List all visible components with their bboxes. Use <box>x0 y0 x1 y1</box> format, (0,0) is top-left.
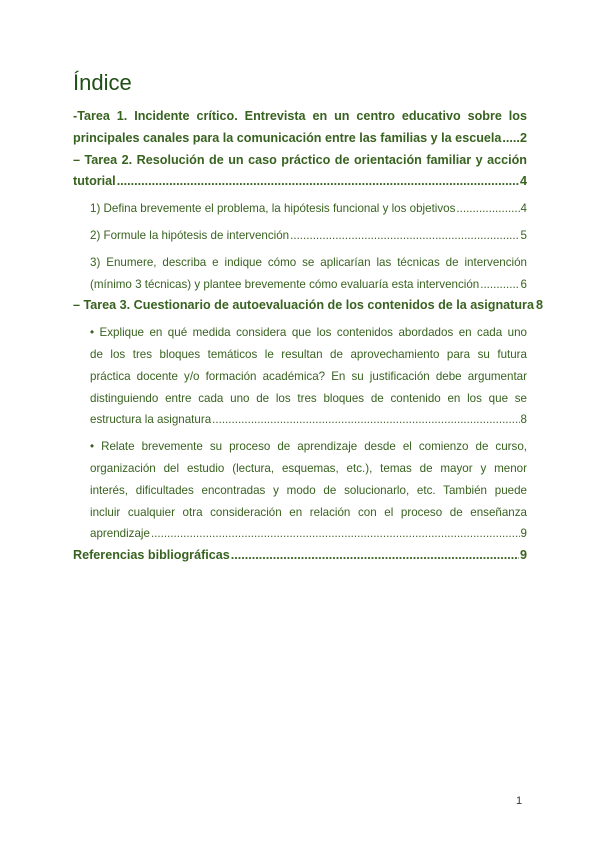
toc-entry-line: de los tres bloques temáticos le resultan de aprovechamiento para su futura <box>90 347 527 361</box>
toc-entry-last-line <box>90 274 527 296</box>
toc-page-number: 4 <box>519 174 527 189</box>
toc-dot-leader <box>151 523 520 545</box>
toc-dot-leader <box>117 171 519 193</box>
toc-page-number: 8 <box>520 413 527 427</box>
toc-entry-last-line <box>90 409 527 431</box>
toc-entry-line: • Relate brevemente su proceso de aprendizaje desde el comienzo de curso, <box>90 440 527 454</box>
toc-dot-leader <box>456 198 519 220</box>
toc-entry[interactable] <box>73 106 527 150</box>
toc-dot-leader <box>502 128 519 150</box>
toc-entry-title: Referencias bibliográficas <box>73 548 230 563</box>
toc-entry-line: interés, dificultades encontradas y modo de solucionarlo, etc. También puede <box>90 483 527 497</box>
toc-page-number: 5 <box>520 228 527 242</box>
toc-entry[interactable] <box>73 436 527 545</box>
page-number: 1 <box>516 795 523 807</box>
toc-entry[interactable] <box>73 295 543 317</box>
toc-entry-title: estructura la asignatura <box>90 413 212 427</box>
page-title: Índice <box>73 70 132 95</box>
toc-entry[interactable] <box>73 252 527 296</box>
toc-page-number: 4 <box>520 202 527 216</box>
toc-entry-line: • Explique en qué medida considera que los contenidos abordados en cada uno <box>90 326 527 340</box>
toc-entry-title: principales canales para la comunicación entre las familias y la escuela <box>73 130 502 145</box>
toc-entry-line: distinguiendo entre cada uno de los tres bloques de contenido en los que se <box>90 391 527 405</box>
toc-entry[interactable] <box>73 198 527 220</box>
toc-dot-leader <box>212 409 519 431</box>
toc-entry-last-line <box>90 523 527 545</box>
toc-entry-last-line <box>73 545 527 567</box>
toc-entry[interactable] <box>73 545 527 567</box>
toc-entry-last-line <box>73 171 527 193</box>
toc-entry-title: (mínimo 3 técnicas) y plantee brevemente cómo evaluaría esta intervención <box>90 277 480 291</box>
toc-entry-line: incluir cualquier otra consideración en relación con el proceso de enseñanza <box>90 505 527 519</box>
toc-entry-last-line <box>73 295 543 317</box>
toc-entry[interactable] <box>73 322 527 431</box>
toc-entry-last-line <box>90 198 527 220</box>
toc-entry-title: – Tarea 3. Cuestionario de autoevaluación de los contenidos de la asignatura <box>73 298 534 313</box>
toc-entry-title: tutorial <box>73 174 116 189</box>
toc-entry-line: -Tarea 1. Incidente crítico. Entrevista en un centro educativo sobre los <box>73 109 527 123</box>
toc-entry-title: 2) Formule la hipótesis de intervención <box>90 228 290 242</box>
table-of-contents <box>73 106 543 567</box>
toc-entry-title: aprendizaje <box>90 527 150 541</box>
toc-entry-line: organización del estudio (lectura, esquemas, etc.), temas de mayor y menor <box>90 461 527 475</box>
toc-entry-last-line <box>90 225 527 247</box>
toc-dot-leader <box>231 545 519 567</box>
toc-dot-leader <box>480 274 519 296</box>
toc-page-number: 8 <box>535 298 543 313</box>
toc-page-number: 9 <box>519 548 527 563</box>
toc-entry[interactable] <box>73 150 527 194</box>
toc-entry-last-line <box>73 128 527 150</box>
toc-entry-title: 1) Defina brevemente el problema, la hipótesis funcional y los objetivos <box>90 202 456 216</box>
toc-entry-line: 3) Enumere, describa e indique cómo se aplicarían las técnicas de intervención <box>90 255 527 269</box>
toc-entry-line: práctica docente y/o formación académica? En su justificación debe argumentar <box>90 369 527 383</box>
toc-entry[interactable] <box>73 225 527 247</box>
toc-entry-line: – Tarea 2. Resolución de un caso práctico de orientación familiar y acción <box>73 152 527 167</box>
toc-page-number: 2 <box>519 130 527 145</box>
toc-dot-leader <box>290 225 519 247</box>
toc-page-number: 6 <box>520 277 527 291</box>
toc-page-number: 9 <box>520 527 527 541</box>
